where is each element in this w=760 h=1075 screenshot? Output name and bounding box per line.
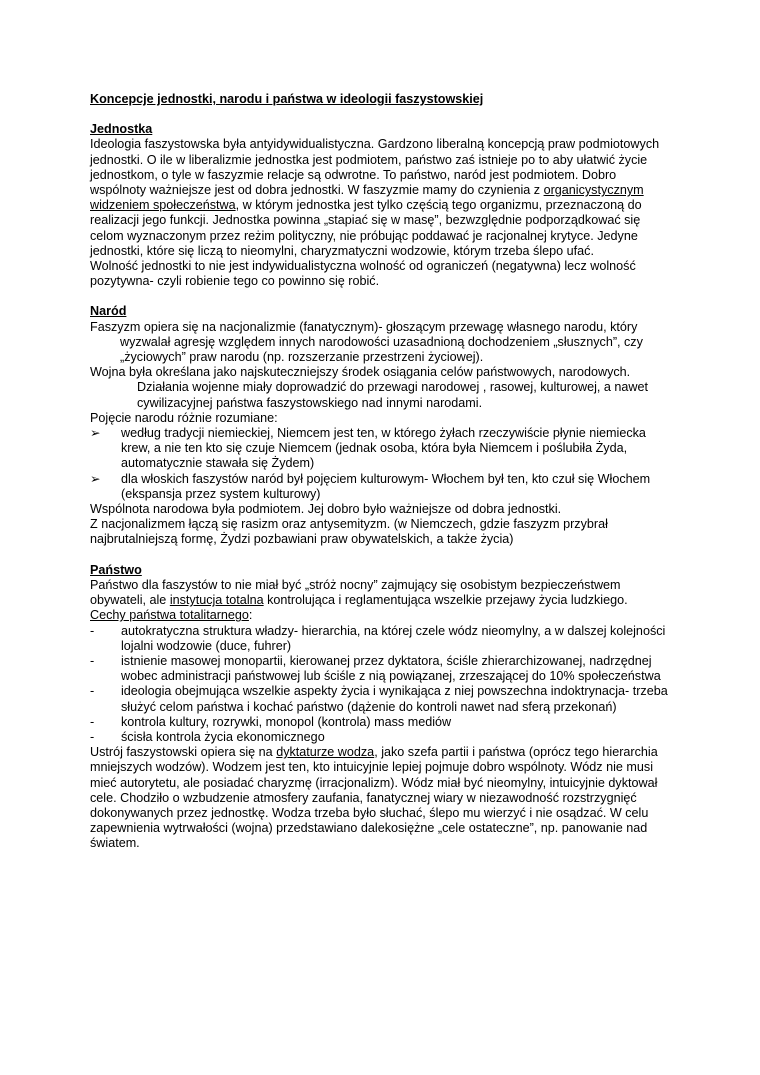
list-item (90, 472, 675, 502)
panstwo-p2-underlined: dyktaturze wodza (276, 745, 375, 760)
cechy-label-text: Cechy państwa totalitarnego (90, 608, 249, 623)
jednostka-paragraph-2: Wolność jednostki to nie jest indywidualistyczna wolność od ograniczeń (negatywna) lecz wolność pozytywna- czyli robienie tego co powinno się robić. (90, 259, 636, 289)
dash-bullet-icon: - (90, 653, 95, 668)
cechy-label (90, 608, 675, 623)
list-item (90, 426, 675, 472)
panstwo-p1-text-a: Państwo dla faszystów to nie miał być „stróż nocny” zajmujący się osobistym bezpieczeństwem obywateli, ale (90, 577, 621, 608)
narod-paragraph-2: Wojna była określana jako najskuteczniejszy środek osiągania celów państwowych, narodowych. Działania wojenne miały doprowadzić do przewagi narodowej , rasowej, kulturowej, a nawet cywilizacyjnej państwa faszystowskiego nad innymi narodami. (90, 365, 649, 410)
narod-paragraph-5: Z nacjonalizmem łączą się rasizm oraz antysemityzm. (w Niemczech, gdzie faszyzm przybrał najbrutalniejszą formę, Żydzi pozbawiani praw obywatelskich, a także życia) (90, 517, 608, 547)
list-item (90, 715, 675, 730)
jednostka-p1-text-a: Ideologia faszystowska była antyidywidualistyczna. Gardzono liberalną koncepcją praw podmiotowych jednostki. O ile w liberalizmie jednostka jest podmiotem, państwo zaś istnieje po to aby ułatwić życie jednostkom, o tyle w faszyzmie relacje są odwrotne. To państwo, naród jest podmiotem. Dobro wspólnoty ważniejsze jest od dobra jednostki. W faszyzmie mamy do czynienia z (90, 137, 660, 198)
list-item-text: według tradycji niemieckiej, Niemcem jest ten, w którego żyłach rzeczywiście płynie niemiecka krew, a nie ten kto się czuje Niemcem (jednak osoba, która była Niemcem i poślubiła Żyda, automatycznie stawała się Żydem) (121, 426, 646, 471)
arrow-bullet-icon: ➢ (90, 471, 101, 486)
dash-bullet-icon: - (90, 714, 95, 729)
panstwo-paragraph-2 (90, 745, 675, 851)
list-item (90, 654, 675, 684)
cechy-label-colon: : (248, 608, 253, 623)
section-heading-narod: Naród (90, 304, 127, 319)
document-title: Koncepcje jednostki, narodu i państwa w ideologii faszystowskiej (90, 92, 484, 106)
jednostka-p1-underlined: organicystycznym widzeniem społeczeństwa (90, 183, 644, 213)
dash-bullet-icon: - (90, 684, 95, 699)
section-jednostka (90, 122, 675, 289)
dash-bullet-icon: - (90, 623, 95, 638)
section-panstwo (90, 563, 675, 852)
narod-bullet-list (90, 426, 675, 502)
list-item-text: autokratyczna struktura władzy- hierarchia, na której czele wódz nieomylny, a w dalszej kolejności lojalni wodzowie (duce, fuhrer) (121, 623, 666, 653)
panstwo-p1-underlined: instytucja totalna (169, 593, 264, 608)
panstwo-p2-text-b: , jako szefa partii i państwa (oprócz tego hierarchia mniejszych wodzów). Wodzem jest ten, kto intuicyjnie lepiej pojmuje dobro wspólnoty. Wódz nie musi mieć autorytetu, ale posiadać charyzmę (irracjonalizm). Wódz miał być nieomylny, intuicyjnie dyktował cele. Chodziło o wzbudzenie atmosfery zaufania, fanatycznej wiary w niezawodność rozstrzygnięć dokonywanych przez jednostkę. Wodza trzeba było słuchać, ślepo mu wierzyć i nie osądzać. W celu zapewnienia wytrwałości (wojna) przedstawiano dalekosiężne „cele ostateczne”, np. panowanie nad światem. (90, 745, 658, 851)
list-item (90, 684, 675, 714)
list-item-text: istnienie masowej monopartii, kierowanej przez dyktatora, ściśle zhierarchizowanej, nadrzędnej wobec administracji państwowej lub ściśle z nią powiązanej, zrzeszającej do 10% społeczeństwa (121, 653, 661, 684)
narod-paragraph-1: Faszyzm opiera się na nacjonalizmie (fanatycznym)- głoszącym przewagę własnego narodu, który wyzwalał agresję względem innych narodowości uzasadnioną dochodzeniem „słusznych”, czy „życiowych” praw narodu (np. rozszerzanie przestrzeni życiowej). (90, 319, 643, 365)
panstwo-paragraph-1 (90, 578, 675, 608)
panstwo-dash-list (90, 624, 675, 746)
panstwo-p1-text-b: kontrolująca i reglamentująca wszelkie przejawy życia ludzkiego. (263, 593, 628, 608)
list-item-text: ścisła kontrola życia ekonomicznego (121, 729, 325, 744)
list-item (90, 624, 675, 654)
jednostka-p1-text-b: , w którym jednostka jest tylko częścią tego organizmu, przeznaczoną do realizacji jego funkcji. Jednostka powinna „stapiać się w masę”, bezwzględnie podporządkować się celom wyznaczonym przez reżim polityczny, nie próbując poddawać je racjonalnej krytyce. Jedyne jednostki, które się liczą to nieomylni, charyzmatyczni wodzowie, którym trzeba ślepo ufać. (90, 198, 642, 258)
section-narod (90, 304, 675, 547)
narod-paragraph-4: Wspólnota narodowa była podmiotem. Jej dobro było ważniejsze od dobra jednostki. (90, 502, 562, 517)
list-item (90, 730, 675, 745)
list-item-text: kontrola kultury, rozrywki, monopol (kontrola) mass mediów (121, 714, 452, 729)
section-heading-jednostka: Jednostka (90, 122, 153, 137)
jednostka-paragraph-1 (90, 137, 675, 259)
list-item-text: ideologia obejmująca wszelkie aspekty życia i wynikająca z niej powszechna indoktrynacja- trzeba służyć celom państwa i kochać państwo (dążenie do kontroli nawet nad sferą przekonań) (121, 684, 668, 714)
list-item-text: dla włoskich faszystów naród był pojęciem kulturowym- Włochem był ten, kto czuł się Włochem (ekspansja przez system kulturowy) (121, 471, 651, 501)
arrow-bullet-icon: ➢ (90, 426, 101, 441)
narod-paragraph-3: Pojęcie narodu różnie rozumiane: (90, 410, 278, 425)
dash-bullet-icon: - (90, 729, 95, 744)
panstwo-p2-text-a: Ustrój faszystowski opiera się na (90, 745, 277, 760)
document-body (90, 92, 675, 852)
section-heading-panstwo: Państwo (90, 562, 142, 577)
